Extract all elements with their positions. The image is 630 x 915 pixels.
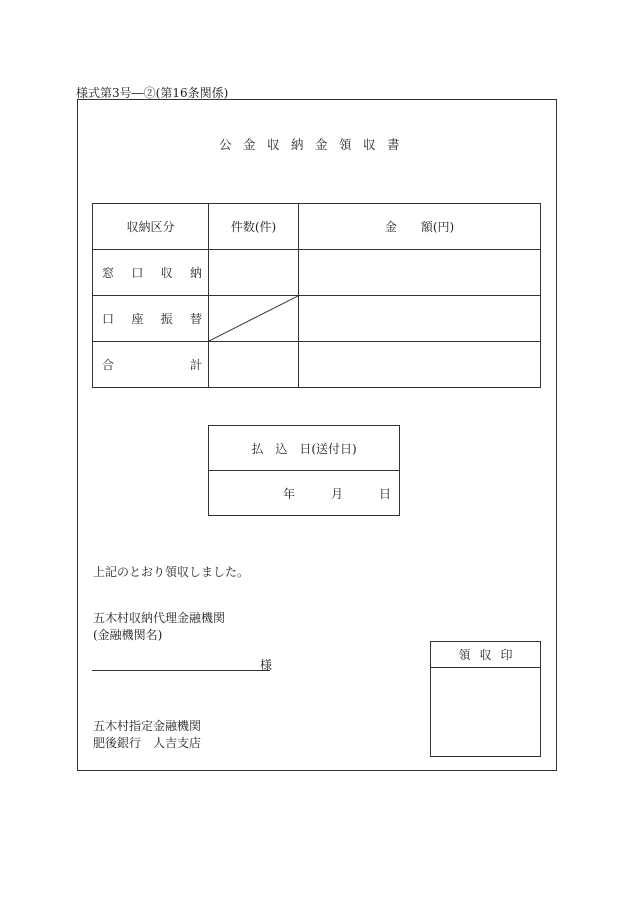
row-label-cell	[93, 296, 209, 342]
document-title: 公金収納金領収書	[218, 137, 411, 152]
designated-bank-label: 五木村指定金融機関	[93, 719, 202, 733]
agent-bank-label: 五木村収納代理金融機関	[93, 611, 226, 625]
count-cell	[209, 250, 299, 296]
day-label: 日	[378, 486, 391, 501]
payment-date-field	[209, 471, 400, 516]
table-header-row	[93, 204, 541, 250]
bank-name-signature-line	[92, 670, 270, 671]
header-category: 収納区分	[93, 204, 209, 250]
month-label: 月	[330, 486, 343, 501]
year-label: 年	[282, 486, 295, 501]
bank-name-label: (金融機関名)	[93, 628, 163, 642]
honorific-sama: 様	[260, 658, 273, 672]
header-count: 件数(件)	[209, 204, 299, 250]
receipt-table	[92, 203, 541, 388]
table-row	[93, 296, 541, 342]
count-cell	[209, 342, 299, 388]
row-label-window: 窓 口 収 納	[102, 266, 202, 280]
diagonal-strike	[209, 296, 298, 341]
amount-cell	[299, 342, 541, 388]
receipt-stamp-box	[430, 641, 541, 757]
payment-date-header: 払 込 日(送付日)	[209, 426, 400, 471]
row-label-total: 合 計	[102, 358, 202, 372]
designated-bank-branch: 肥後銀行 人吉支店	[93, 736, 202, 750]
row-label-transfer: 口 座 振 替	[102, 312, 202, 326]
row-label-cell	[93, 342, 209, 388]
count-cell-crossed	[209, 296, 299, 342]
amount-cell	[299, 296, 541, 342]
row-label-cell	[93, 250, 209, 296]
table-row	[93, 250, 541, 296]
amount-cell	[299, 250, 541, 296]
stamp-label: 領収印	[431, 642, 540, 668]
receipt-statement: 上記のとおり領収しました。	[93, 565, 250, 579]
header-amount: 金 額(円)	[299, 204, 541, 250]
form-number-label: 様式第3号―②(第16条関係)	[76, 86, 229, 100]
payment-date-box	[208, 425, 400, 516]
table-row	[93, 342, 541, 388]
